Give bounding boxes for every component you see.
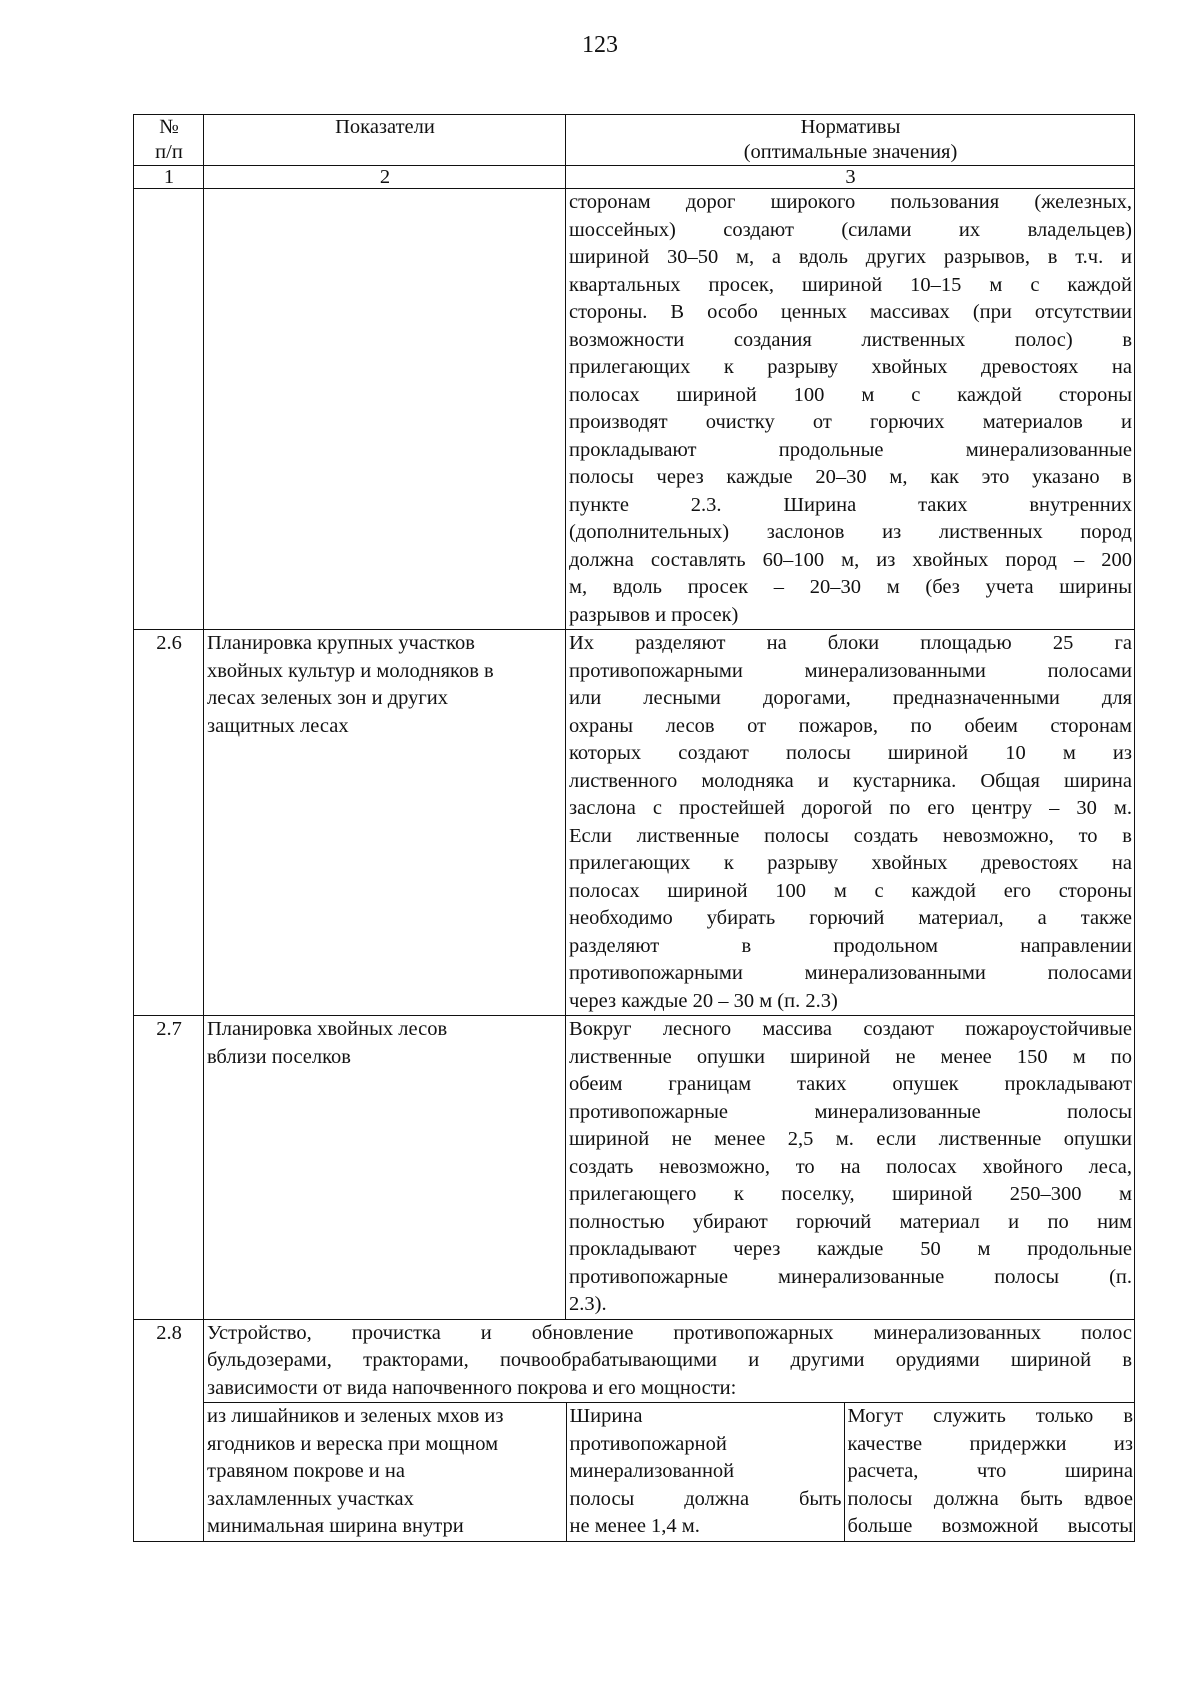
text-line: противопожарными минерализованными полосами [569,659,1132,682]
table-row-2-8-sub [134,1403,1135,1542]
text-line: минимальная ширина внутри [207,1515,464,1537]
text-line: лесах зеленых зон и других [207,687,449,709]
text-line: хвойных культур и молодняков в [207,659,494,682]
text-line: полосы через каждые 20–30 м, как это указано в [569,466,1132,488]
text-line: сторонам дорог широкого пользования (железных, [569,191,1132,213]
header-normatives-subtitle: (оптимальные значения) [743,141,958,163]
text-line: пункте 2.3. Ширина таких внутренних [569,493,1132,516]
table-row [134,1016,1135,1320]
text-line: заслона с простейшей дорогой по его центру – 30 м. [569,797,1132,819]
text-line: Планировка крупных участков [207,632,475,654]
text-line: противопожарные минерализованные полосы (п. [569,1265,1132,1288]
text-line: травяном покрове и на [207,1460,405,1482]
text-line: прокладывают продольные минерализованные [569,438,1132,461]
text-line: шириной 30–50 м, а вдоль других разрывов, в т.ч. и [569,246,1132,268]
header-number-sign: № [159,116,179,138]
text-line: полосах шириной 100 м с каждой его стороны [569,879,1132,902]
column-number-2: 2 [204,166,566,189]
column-number-3: 3 [566,166,1135,189]
table-row [134,630,1135,1016]
text-line: прилегающего к поселку, шириной 250–300 м [569,1183,1132,1205]
text-line: полосы должна быть [569,1487,842,1510]
text-line: противопожарные минерализованные полосы [569,1100,1132,1123]
text-line: необходимо убирать горючий материал, а также [569,907,1132,929]
text-line: противопожарными минерализованными полосами [569,962,1132,984]
row-number [134,189,204,630]
table-row [134,189,1135,630]
text-line: лиственного молодняка и кустарника. Общая ширина [569,769,1132,792]
text-line: Могут служить только в [847,1405,1133,1427]
row-normative [566,1016,1135,1320]
text-line: не менее 1,4 м. [569,1515,700,1537]
text-line: Ширина [569,1405,643,1427]
text-line: (дополнительных) заслонов из лиственных пород [569,521,1132,543]
table-row-2-8 [134,1319,1135,1403]
header-col-normatives [566,115,1135,166]
text-line: больше возможной высоты [847,1515,1133,1537]
text-line: минерализованной [569,1460,735,1482]
row-number: 2.6 [134,630,204,1016]
text-line: разделяют в продольном направлении [569,934,1132,957]
table-header-row [134,115,1135,166]
text-line: прилегающих к разрыву хвойных древостоях на [569,852,1132,874]
page-number: 123 [582,32,618,58]
text-line: защитных лесах [207,714,349,737]
text-line: захламленных участках [207,1487,414,1510]
text-line: квартальных просек, шириной 10–15 м с каждой [569,273,1132,296]
text-line: качестве придержки из [847,1432,1133,1455]
row-2-8-description [204,1319,1135,1403]
text-line: или лесными дорогами, предназначенными для [569,687,1132,709]
text-line: Планировка хвойных лесов [207,1018,448,1040]
text-line: 2.3). [569,1293,607,1315]
text-line: зависимости от вида напочвенного покрова и его мощности: [207,1376,737,1399]
normatives-table [133,114,1135,1542]
text-line: охраны лесов от пожаров, по обеим сторонам [569,714,1132,737]
sub-col-width [566,1403,844,1541]
text-line: вблизи поселков [207,1045,351,1068]
text-line: противопожарной [569,1432,727,1455]
text-line: производят очистку от горючих материалов и [569,411,1132,433]
header-normatives-title: Нормативы [800,116,901,138]
text-line: возможности создания лиственных полос) в [569,328,1132,351]
text-line: из лишайников и зеленых мхов из [207,1405,504,1427]
text-line: расчета, что ширина [847,1460,1133,1482]
row-2-8-subcells [204,1403,1135,1542]
row-number: 2.8 [134,1319,204,1541]
text-line: прокладывают через каждые 50 м продольные [569,1238,1132,1260]
text-line: Вокруг лесного массива создают пожароустойчивые [569,1018,1132,1040]
text-line: через каждые 20 – 30 м (п. 2.3) [569,989,838,1012]
text-line: полностью убирают горючий материал и по ним [569,1210,1132,1233]
text-line: Устройство, прочистка и обновление противопожарных минерализованных полос [207,1321,1132,1344]
text-line: Если лиственные полосы создать невозможно, то в [569,824,1132,847]
text-line: прилегающих к разрыву хвойных древостоях на [569,356,1132,378]
text-line: бульдозерами, тракторами, почвообрабатывающими и другими орудиями шириной в [207,1349,1132,1371]
row-normative [566,189,1135,630]
header-number-abbr: п/п [155,141,183,163]
row-indicator [204,1016,566,1320]
text-line: создать невозможно, то на полосах хвойного леса, [569,1155,1132,1178]
text-line: полосах шириной 100 м с каждой стороны [569,383,1132,406]
column-number-row [134,166,1135,189]
row-indicator [204,630,566,1016]
text-line: шоссейных) создают (силами их владельцев) [569,218,1132,241]
text-line: ягодников и вереска при мощном [207,1432,499,1455]
text-line: Их разделяют на блоки площадью 25 га [569,632,1132,654]
sub-col-cover-type [204,1403,566,1541]
text-line: которых создают полосы шириной 10 м из [569,742,1132,764]
text-line: м, вдоль просек – 20–30 м (без учета ширины [569,576,1132,598]
text-line: должна составлять 60–100 м, из хвойных пород – 200 [569,548,1132,571]
sub-col-remark [844,1403,1135,1541]
text-line: обеим границам таких опушек прокладывают [569,1073,1132,1095]
sub-table [204,1403,1135,1541]
text-line: стороны. В особо ценных массивах (при отсутствии [569,301,1132,323]
text-line: полосы должна быть вдвое [847,1487,1133,1510]
header-col-indicators: Показатели [204,115,566,166]
row-number: 2.7 [134,1016,204,1320]
text-line: разрывов и просек) [569,603,739,626]
header-col-number [134,115,204,166]
text-line: шириной не менее 2,5 м. если лиственные опушки [569,1128,1132,1150]
row-indicator [204,189,566,630]
column-number-1: 1 [134,166,204,189]
text-line: лиственные опушки шириной не менее 150 м по [569,1045,1132,1068]
row-normative [566,630,1135,1016]
